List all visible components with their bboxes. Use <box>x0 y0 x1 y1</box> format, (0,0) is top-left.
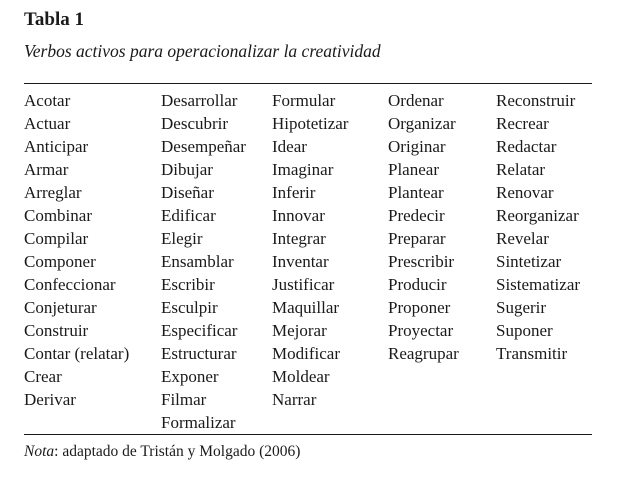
verb-column-3 <box>272 89 348 411</box>
verb-cell: Conjeturar <box>24 298 97 317</box>
verb-cell: Organizar <box>388 114 456 133</box>
verb-cell: Innovar <box>272 206 325 225</box>
verb-cell: Plantear <box>388 183 444 202</box>
verb-cell: Narrar <box>272 390 317 409</box>
verb-cell: Descubrir <box>161 114 229 133</box>
verb-cell: Reorganizar <box>496 206 579 225</box>
verb-cell: Sintetizar <box>496 252 562 271</box>
verb-cell: Derivar <box>24 390 76 409</box>
verb-cell: Relatar <box>496 160 546 179</box>
verb-cell: Dibujar <box>161 160 213 179</box>
verb-cell: Preparar <box>388 229 446 248</box>
verb-cell: Redactar <box>496 137 557 156</box>
verb-cell: Prescribir <box>388 252 455 271</box>
verb-cell: Mejorar <box>272 321 327 340</box>
verb-cell: Exponer <box>161 367 219 386</box>
verb-cell: Formalizar <box>161 413 236 432</box>
verb-cell: Compilar <box>24 229 89 248</box>
verb-cell: Originar <box>388 137 446 156</box>
verb-cell: Confeccionar <box>24 275 116 294</box>
verb-column-5 <box>496 89 580 365</box>
verb-cell: Renovar <box>496 183 554 202</box>
verb-cell: Justificar <box>272 275 335 294</box>
verb-cell: Recrear <box>496 114 549 133</box>
verb-cell: Idear <box>272 137 307 156</box>
verb-cell: Hipotetizar <box>272 114 349 133</box>
verb-cell: Contar (relatar) <box>24 344 130 363</box>
verb-cell: Acotar <box>24 91 71 110</box>
verb-cell: Escribir <box>161 275 215 294</box>
verb-cell: Actuar <box>24 114 71 133</box>
verb-cell: Sistematizar <box>496 275 581 294</box>
verb-cell: Sugerir <box>496 298 547 317</box>
verb-cell: Modificar <box>272 344 340 363</box>
verb-cell: Anticipar <box>24 137 89 156</box>
verb-cell: Especificar <box>161 321 238 340</box>
verb-cell: Formular <box>272 91 336 110</box>
verb-cell: Elegir <box>161 229 203 248</box>
verb-cell: Desempeñar <box>161 137 246 156</box>
verb-cell: Proponer <box>388 298 451 317</box>
verb-cell: Inferir <box>272 183 316 202</box>
verb-cell: Maquillar <box>272 298 340 317</box>
verb-cell: Imaginar <box>272 160 334 179</box>
table-note <box>24 443 300 461</box>
verb-cell: Proyectar <box>388 321 454 340</box>
verb-cell: Reagrupar <box>388 344 459 363</box>
verb-column-1 <box>24 89 129 411</box>
verb-cell: Edificar <box>161 206 216 225</box>
verb-cell: Suponer <box>496 321 553 340</box>
verb-cell: Predecir <box>388 206 445 225</box>
verb-cell: Reconstruir <box>496 91 576 110</box>
verb-cell: Construir <box>24 321 89 340</box>
verb-cell: Arreglar <box>24 183 82 202</box>
verb-cell: Diseñar <box>161 183 214 202</box>
verb-cell: Integrar <box>272 229 326 248</box>
table-label: Tabla 1 <box>24 9 85 30</box>
verb-column-4 <box>388 89 459 365</box>
verb-cell: Producir <box>388 275 447 294</box>
note-text: : adaptado de Tristán y Molgado (2006) <box>54 443 301 460</box>
bottom-rule <box>24 434 592 435</box>
verb-cell: Ensamblar <box>161 252 234 271</box>
verb-cell: Planear <box>388 160 439 179</box>
verb-cell: Inventar <box>272 252 329 271</box>
note-label: Nota <box>24 443 55 460</box>
verb-cell: Esculpir <box>161 298 218 317</box>
verb-column-2 <box>161 89 246 434</box>
verb-cell: Armar <box>24 160 69 179</box>
verb-cell: Combinar <box>24 206 92 225</box>
verb-cell: Crear <box>24 367 62 386</box>
verb-cell: Revelar <box>496 229 549 248</box>
verb-cell: Desarrollar <box>161 91 238 110</box>
verb-cell: Componer <box>24 252 96 271</box>
top-rule <box>24 83 592 84</box>
verb-cell: Ordenar <box>388 91 444 110</box>
verb-cell: Transmitir <box>496 344 568 363</box>
verb-cell: Estructurar <box>161 344 237 363</box>
table-caption: Verbos activos para operacionalizar la creatividad <box>24 41 381 61</box>
verb-cell: Moldear <box>272 367 330 386</box>
verb-cell: Filmar <box>161 390 207 409</box>
